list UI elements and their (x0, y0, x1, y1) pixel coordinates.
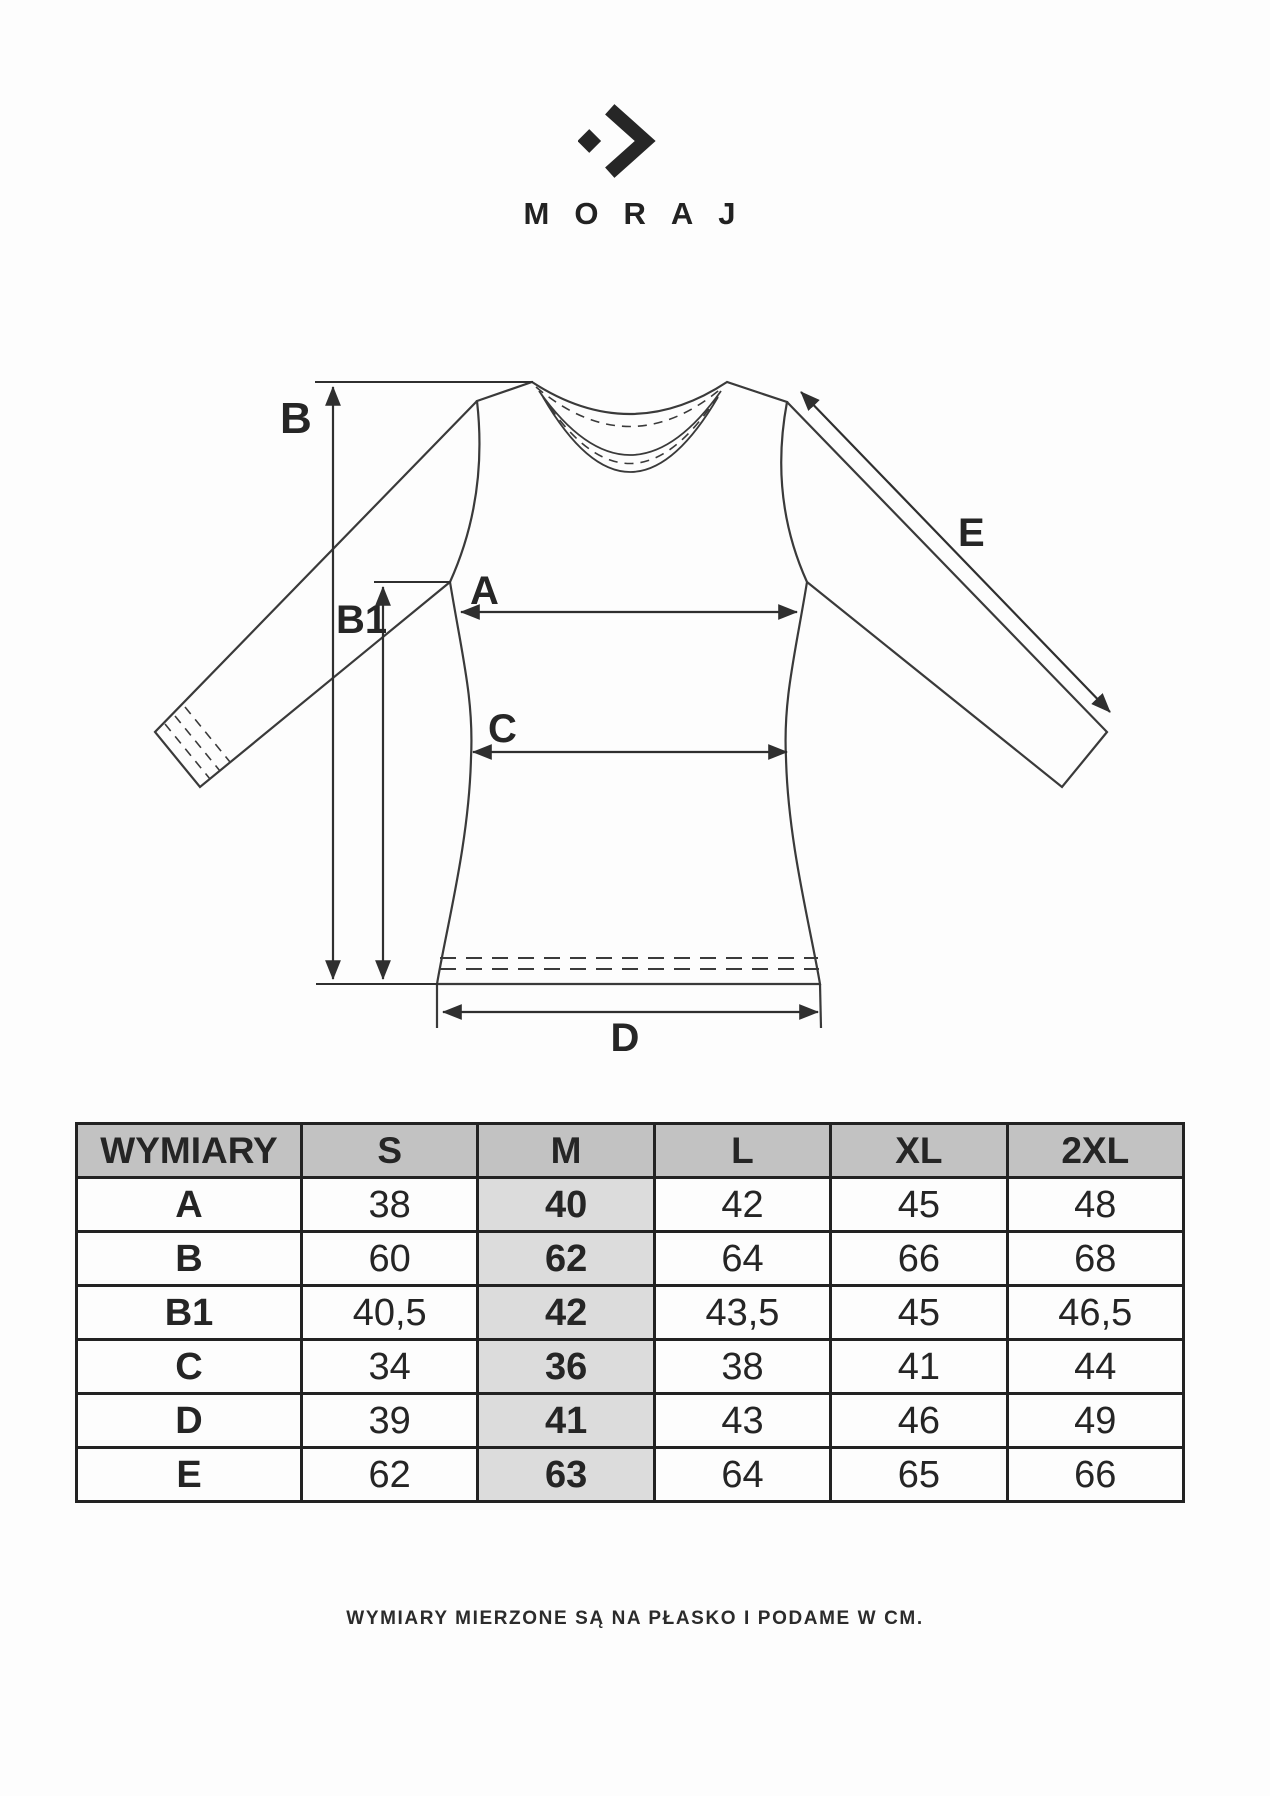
table-row-e (77, 1448, 1184, 1502)
measure-arrow-e (801, 392, 1110, 712)
measure-label-b: B (280, 394, 312, 443)
brand-name: MORAJ (523, 196, 761, 231)
size-cell: 40,5 (302, 1286, 478, 1340)
measure-label-c: C (488, 707, 517, 751)
size-cell: 66 (831, 1232, 1007, 1286)
column-header-s: S (302, 1124, 478, 1178)
size-cell: 39 (302, 1394, 478, 1448)
row-label: D (77, 1394, 302, 1448)
size-cell-highlight: 62 (478, 1232, 654, 1286)
measurement-note: WYMIARY MIERZONE SĄ NA PŁASKO I PODAME W CM. (346, 1608, 924, 1629)
hem-stitching (440, 958, 819, 969)
size-cell: 68 (1007, 1232, 1183, 1286)
measure-label-e: E (958, 511, 985, 555)
size-cell: 44 (1007, 1340, 1183, 1394)
size-cell-highlight: 41 (478, 1394, 654, 1448)
size-cell: 64 (654, 1232, 830, 1286)
table-row-b1 (77, 1286, 1184, 1340)
size-cell: 38 (654, 1340, 830, 1394)
size-cell: 45 (831, 1178, 1007, 1232)
size-cell: 45 (831, 1286, 1007, 1340)
row-label: B (77, 1232, 302, 1286)
measure-label-a: A (470, 569, 499, 613)
column-header-wymiary: WYMIARY (77, 1124, 302, 1178)
size-cell-highlight: 42 (478, 1286, 654, 1340)
hem-extension-right (820, 984, 821, 1028)
table-header-row (77, 1124, 1184, 1178)
table-row-a (77, 1178, 1184, 1232)
cuff-stitching (165, 707, 230, 779)
row-label: E (77, 1448, 302, 1502)
size-cell: 48 (1007, 1178, 1183, 1232)
column-header-l: L (654, 1124, 830, 1178)
size-cell: 41 (831, 1340, 1007, 1394)
size-cell-highlight: 36 (478, 1340, 654, 1394)
column-header-xl: XL (831, 1124, 1007, 1178)
row-label: A (77, 1178, 302, 1232)
size-cell: 43,5 (654, 1286, 830, 1340)
size-cell: 38 (302, 1178, 478, 1232)
size-cell: 60 (302, 1232, 478, 1286)
size-cell: 49 (1007, 1394, 1183, 1448)
size-cell: 62 (302, 1448, 478, 1502)
table-row-d (77, 1394, 1184, 1448)
size-cell: 66 (1007, 1448, 1183, 1502)
size-cell: 34 (302, 1340, 478, 1394)
size-cell: 65 (831, 1448, 1007, 1502)
size-cell-highlight: 63 (478, 1448, 654, 1502)
size-cell: 46 (831, 1394, 1007, 1448)
table-row-b (77, 1232, 1184, 1286)
size-cell: 43 (654, 1394, 830, 1448)
size-cell: 42 (654, 1178, 830, 1232)
size-table (75, 1122, 1185, 1503)
column-header-m: M (478, 1124, 654, 1178)
measure-label-d: D (610, 1016, 640, 1060)
row-label: B1 (77, 1286, 302, 1340)
left-sleeve (155, 401, 477, 787)
row-label: C (77, 1340, 302, 1394)
size-cell-highlight: 40 (478, 1178, 654, 1232)
measure-label-b1: B1 (336, 598, 388, 642)
table-row-c (77, 1340, 1184, 1394)
column-header-2xl: 2XL (1007, 1124, 1183, 1178)
right-sleeve (787, 402, 1107, 787)
size-cell: 64 (654, 1448, 830, 1502)
size-cell: 46,5 (1007, 1286, 1183, 1340)
